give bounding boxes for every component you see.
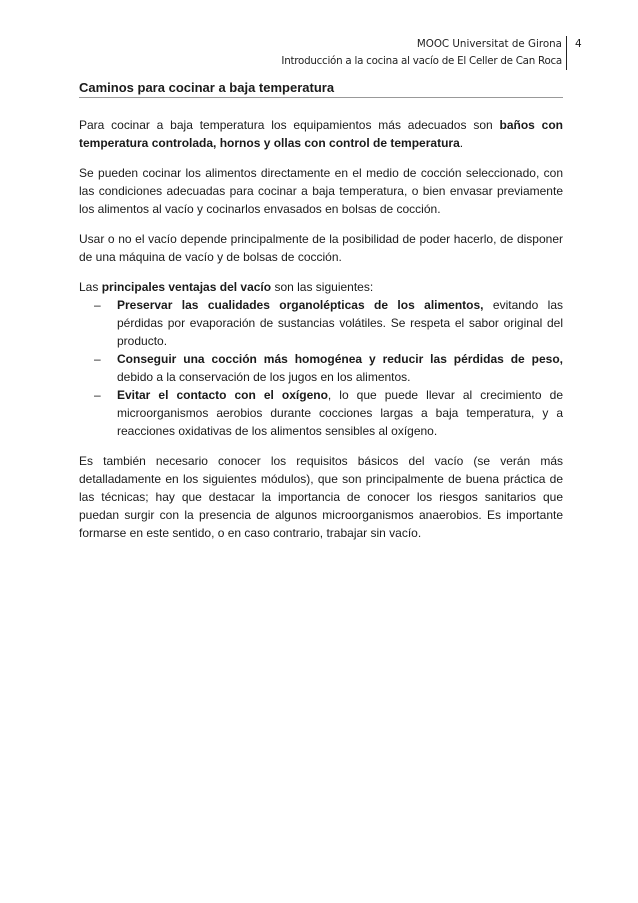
paragraph-vacuum-use: Usar o no el vacío depende principalmente de la posibilidad de poder hacerlo, de disponer de una máquina de vacío y de bolsas de cocción. (79, 232, 563, 264)
document-body (79, 116, 563, 554)
section-title: Caminos para cocinar a baja temperatura (79, 80, 563, 98)
paragraph-text: son las siguientes: (271, 280, 374, 294)
paragraph-advantages-intro (79, 278, 563, 296)
dash-bullet: – (94, 298, 101, 312)
header-course: MOOC Universitat de Girona (416, 38, 562, 50)
dash-bullet: – (94, 388, 101, 402)
advantages-list (79, 296, 563, 440)
paragraph-text: Para cocinar a baja temperatura los equipamientos más adecuados son (79, 118, 500, 132)
paragraph-text: Las (79, 280, 102, 294)
list-item (79, 296, 563, 350)
bold-text: principales ventajas del vacío (101, 280, 272, 294)
list-item-text: evitando las pérdidas por evaporación de sustancias volátiles. Se respeta el sabor original del producto. (117, 298, 563, 348)
paragraph-cooking-methods: Se pueden cocinar los alimentos directamente en el medio de cocción seleccionado, con las condiciones adecuadas para cocinar a baja temperatura, o bien envasar previamente los alimentos al vacío y cocinarlos envasados en bolsas de cocción. (79, 166, 563, 216)
paragraph-equipment (79, 116, 563, 152)
header-subtitle: Introducción a la cocina al vacío de El Celler de Can Roca (281, 55, 562, 67)
page-number: 4 (566, 36, 588, 70)
page-header (281, 36, 562, 70)
bold-text: Evitar el contacto con el oxígeno (117, 388, 328, 402)
bold-text: baños con temperatura controlada, hornos y ollas con control de temperatura (79, 118, 563, 150)
list-item-text: debido a la conservación de los jugos en los alimentos. (117, 370, 411, 384)
paragraph-text: . (459, 136, 464, 150)
dash-bullet: – (94, 352, 101, 366)
paragraph-requirements: Es también necesario conocer los requisitos básicos del vacío (se verán más detalladamente en los siguientes módulos), que son principalmente de buena práctica de las técnicas; hay que destacar la importancia de conocer los riesgos sanitarios que puedan surgir con la presencia de algunos microorganismos anaerobios. Es importante formarse en este sentido, o en caso contrario, trabajar sin vacío. (79, 454, 563, 540)
list-item (79, 386, 563, 440)
list-item-text: , lo que puede llevar al crecimiento de microorganismos aerobios durante cocciones largas a baja temperatura, y a reacciones oxidativas de los alimentos sensibles al oxígeno. (117, 388, 563, 438)
bold-text: Preservar las cualidades organolépticas de los alimentos, (117, 298, 484, 312)
bold-text: Conseguir una cocción más homogénea y reducir las pérdidas de peso, (117, 352, 563, 366)
list-item (79, 350, 563, 386)
